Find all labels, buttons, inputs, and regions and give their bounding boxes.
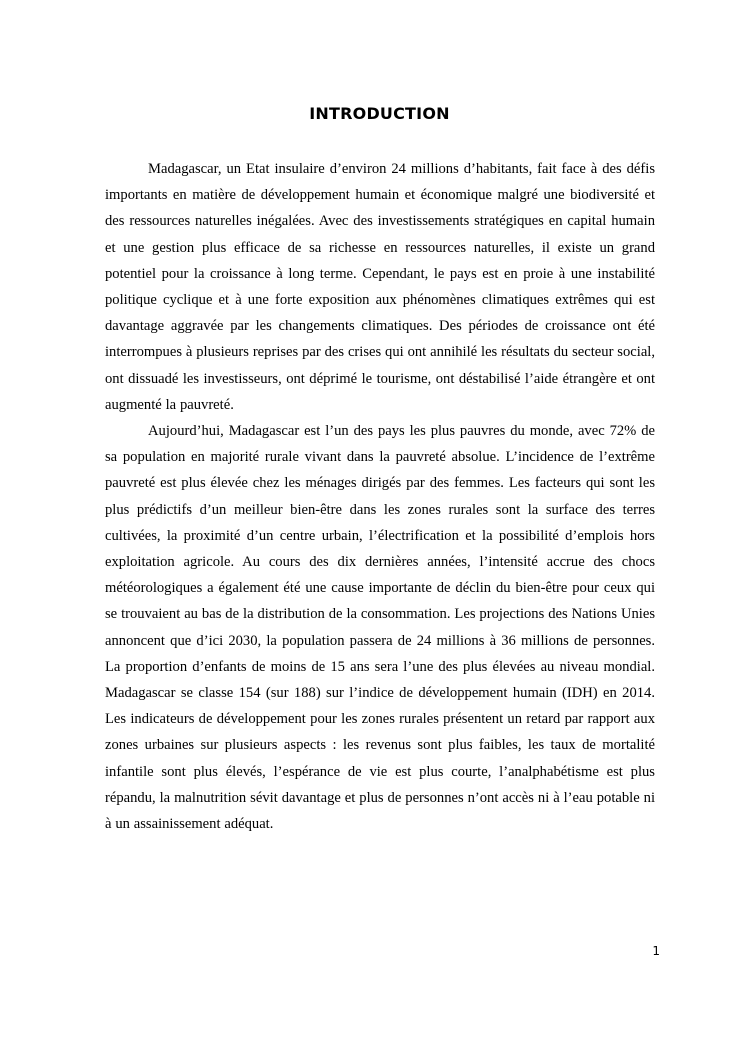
page-title: INTRODUCTION	[309, 104, 450, 123]
paragraph-2: Aujourd’hui, Madagascar est l’un des pays les plus pauvres du monde, avec 72% de sa population en majorité rurale vivant dans la pauvreté absolue. L’incidence de l’extrême pauvreté est plus élevée chez les ménages dirigés par des femmes. Les facteurs qui sont les plus prédictifs d’un meilleur bien-être dans les zones rurales sont la surface des terres cultivées, la proximité d’un centre urbain, l’électrification et la possibilité d’emplois hors exploitation agricole. Au cours des dix dernières années, l’intensité accrue des chocs météorologiques a également été une cause importante de déclin du bien-être pour ceux qui se trouvaient au bas de la distribution de la consommation. Les projections des Nations Unies annoncent que d’ici 2030, la population passera de 24 millions à 36 millions de personnes. La proportion d’enfants de moins de 15 ans sera l’une des plus élevées au niveau mondial. Madagascar se classe 154 (sur 188) sur l’indice de développement humain (IDH) en 2014. Les indicateurs de développement pour les zones rurales présentent un retard par rapport aux zones urbaines sur plusieurs aspects : les revenus sont plus faibles, les taux de mortalité infantile sont plus élevés, l’espérance de vie est plus courte, l’analphabétisme est plus répandu, la malnutrition sévit davantage et plus de personnes n’ont accès ni à l’eau potable ni à un assainissement adéquat.	[105, 423, 655, 833]
page-number: 1	[652, 944, 660, 958]
body-text	[105, 156, 655, 837]
paragraph-1: Madagascar, un Etat insulaire d’environ 24 millions d’habitants, fait face à des défis importants en matière de développement humain et économique malgré une biodiversité et des ressources naturelles inégalées. Avec des investissements stratégiques en capital humain et une gestion plus efficace de sa richesse en ressources naturelles, il existe un grand potentiel pour la croissance à long terme. Cependant, le pays est en proie à une instabilité politique cyclique et à une forte exposition aux phénomènes climatiques extrêmes qui est davantage aggravée par les changements climatiques. Des périodes de croissance ont été interrompues à plusieurs reprises par des crises qui ont annihilé les résultats du secteur social, ont dissuadé les investisseurs, ont déprimé le tourisme, ont déstabilisé l’aide étrangère et ont augmenté la pauvreté.	[105, 161, 655, 413]
